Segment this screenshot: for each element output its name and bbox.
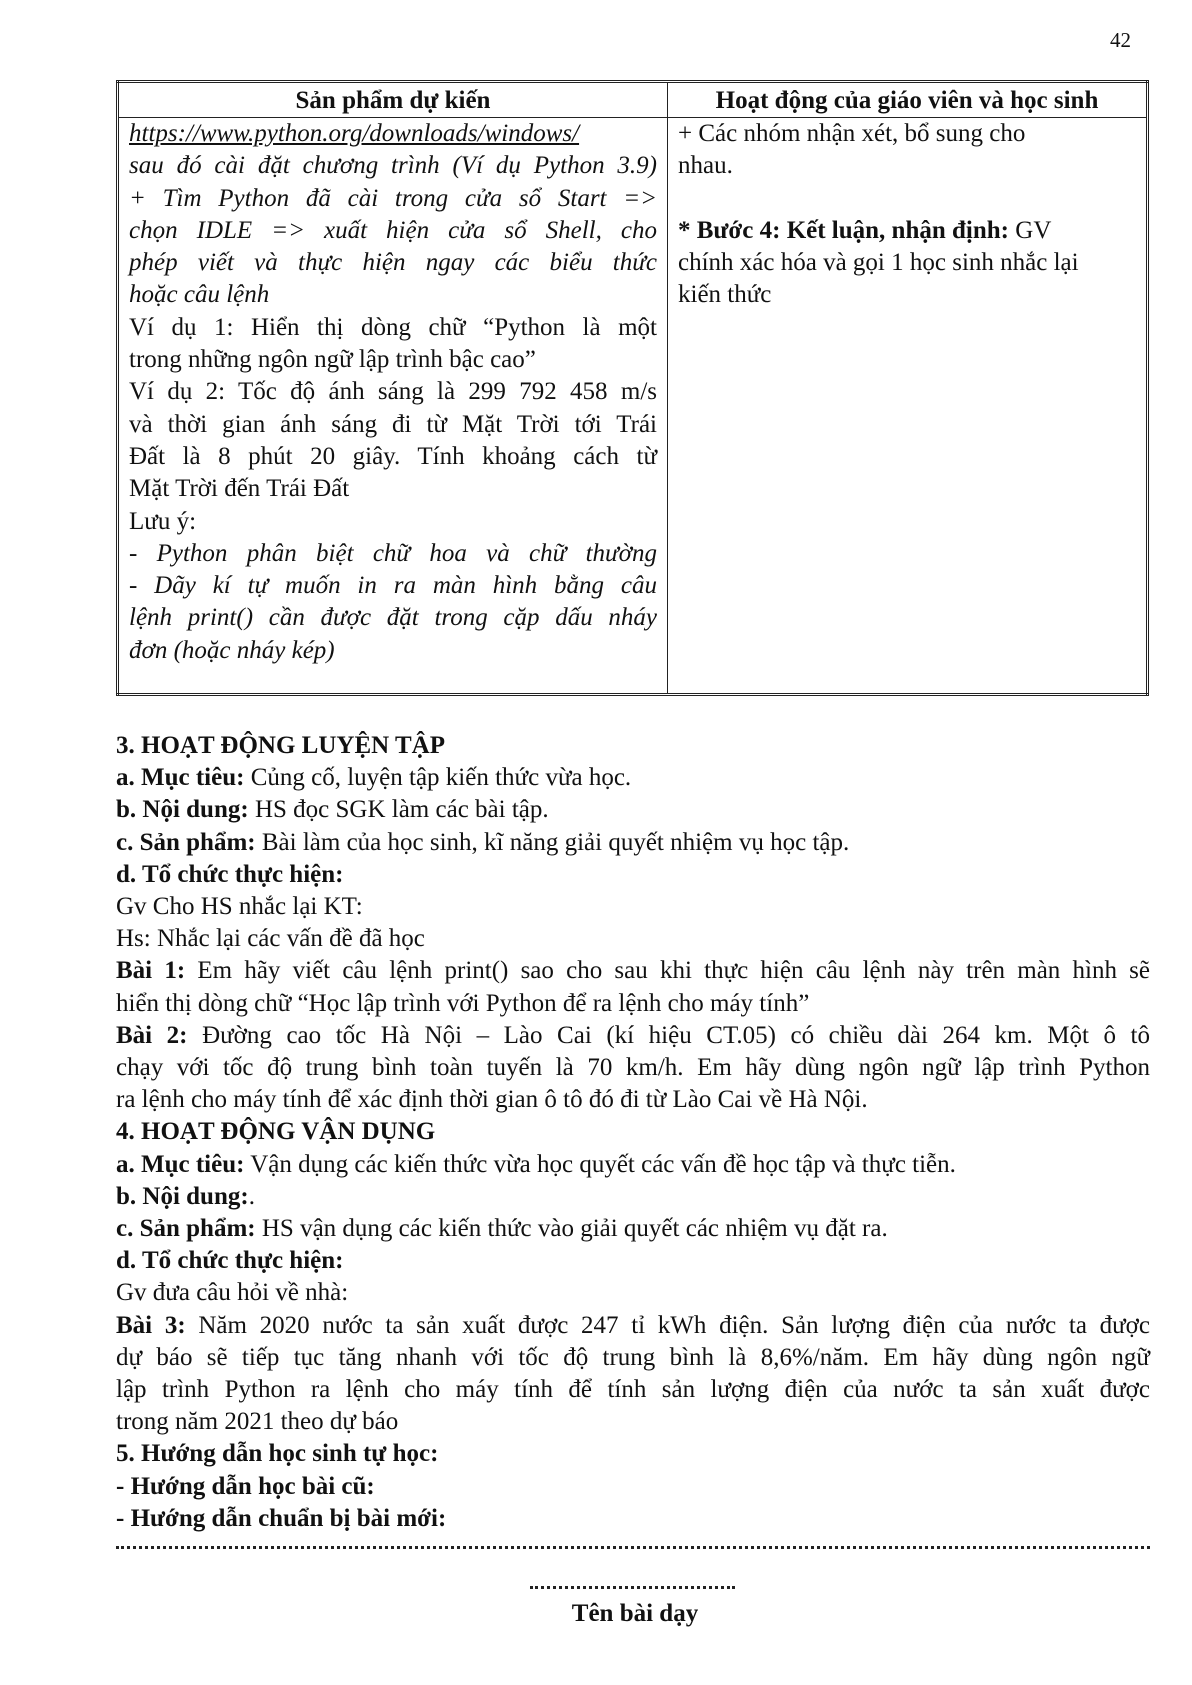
s4-objective-label: a. Mục tiêu: <box>116 1150 245 1178</box>
section3-heading: 3. HOẠT ĐỘNG LUYỆN TẬP <box>116 732 445 759</box>
s5-item-1: - Hướng dẫn học bài cũ: <box>116 1472 375 1500</box>
example2-line-2: và thời gian ánh sáng đi từ Mặt Trời tới Trái <box>129 410 657 438</box>
activity-line-1: + Các nhóm nhận xét, bổ sung cho <box>678 120 1026 147</box>
note-line-2: - Dãy kí tự muốn in ra màn hình bằng câu <box>129 572 657 600</box>
step4-line <box>678 215 1136 247</box>
python-download-link[interactable]: https://www.python.org/downloads/windows/ <box>129 120 580 147</box>
s4-product-label: c. Sản phẩm: <box>116 1215 256 1243</box>
bai2-line-3: ra lệnh cho máy tính để xác định thời gian ô tô đó đi từ Lào Cai về Hà Nội. <box>116 1086 868 1114</box>
note-line-1: - Python phân biệt chữ hoa và chữ thường <box>129 539 657 567</box>
example2-line-4: Mặt Trời đến Trái Đất <box>129 475 350 503</box>
dotted-short-separator <box>530 1582 735 1589</box>
s3-gv-line: Gv Cho HS nhắc lại KT: <box>116 893 363 921</box>
table-row <box>118 118 1148 695</box>
example2-line-3: Đất là 8 phút 20 giây. Tính khoảng cách từ <box>129 442 657 470</box>
s4-objective-text: Vận dụng các kiến thức vừa học quyết các vấn đề học tập và thực tiễn. <box>244 1150 956 1178</box>
install-line-5: hoặc câu lệnh <box>129 281 270 309</box>
lesson-body <box>116 730 1150 1535</box>
s3-hs-line: Hs: Nhắc lại các vấn đề đã học <box>116 925 425 953</box>
install-line-1: sau đó cài đặt chương trình (Ví dụ Python 3.9) <box>129 152 657 180</box>
note-line-3: lệnh print() cần được đặt trong cặp dấu nháy <box>129 604 657 632</box>
expected-product-cell <box>118 118 668 695</box>
activity-line-4: chính xác hóa và gọi 1 học sinh nhắc lại <box>678 248 1079 276</box>
bai2-text-1: Đường cao tốc Hà Nội – Lào Cai (kí hiệu CT.05) có chiều dài 264 km. Một ô tô <box>187 1021 1150 1049</box>
s3-product-text: Bài làm của học sinh, kĩ năng giải quyết nhiệm vụ học tập. <box>255 828 850 856</box>
s4-content-text: . <box>248 1182 255 1210</box>
bai3-text-1: Năm 2020 nước ta sản xuất được 247 tỉ kWh điện. Sản lượng điện của nước ta được <box>185 1311 1150 1339</box>
example2-line-1: Ví dụ 2: Tốc độ ánh sáng là 299 792 458 m/s <box>129 378 657 406</box>
section4-heading: 4. HOẠT ĐỘNG VẬN DỤNG <box>116 1118 436 1146</box>
s3-product <box>116 827 1150 859</box>
s5-item-2: - Hướng dẫn chuẩn bị bài mới: <box>116 1504 447 1532</box>
s4-organization-label: d. Tổ chức thực hiện: <box>116 1247 344 1275</box>
bai3-line-3: lập trình Python ra lệnh cho máy tính để tính sản lượng điện của nước ta sản xuất được <box>116 1376 1150 1404</box>
s3-objective-label: a. Mục tiêu: <box>116 764 245 792</box>
bai1-line-2: hiển thị dòng chữ “Học lập trình với Python để ra lệnh cho máy tính” <box>116 989 810 1017</box>
activity-line-2: nhau. <box>678 152 733 180</box>
header-activities: Hoạt động của giáo viên và học sinh <box>668 82 1148 118</box>
activity-line-5: kiến thức <box>678 281 772 309</box>
s3-objective <box>116 762 1150 794</box>
bai3-label: Bài 3: <box>116 1311 186 1339</box>
bai2-label: Bài 2: <box>116 1021 188 1049</box>
activities-cell <box>668 118 1148 695</box>
table-header-row <box>118 82 1148 118</box>
step4-label: * Bước 4: Kết luận, nhận định: <box>678 216 1010 244</box>
s4-product-text: HS vận dụng các kiến thức vào giải quyết các nhiệm vụ đặt ra. <box>255 1215 888 1243</box>
dotted-separator <box>116 1542 1150 1549</box>
section5-heading: 5. Hướng dẫn học sinh tự học: <box>116 1440 439 1468</box>
example1-line-2: trong những ngôn ngữ lập trình bậc cao” <box>129 346 536 374</box>
s3-content-label: b. Nội dung: <box>116 796 249 824</box>
s4-content <box>116 1181 1150 1213</box>
bai1-text-1: Em hãy viết câu lệnh print() sao cho sau khi thực hiện câu lệnh này trên màn hình sẽ <box>185 957 1150 985</box>
s3-content-text: HS đọc SGK làm các bài tập. <box>248 796 549 824</box>
s4-objective <box>116 1149 1150 1181</box>
bai1-line-1 <box>116 955 1150 987</box>
step4-text: GV <box>1009 216 1052 244</box>
bai3-line-4: trong năm 2021 theo dự báo <box>116 1408 399 1436</box>
install-line-3: chọn IDLE => xuất hiện cửa sổ Shell, cho <box>129 216 657 244</box>
next-lesson-title: Tên bài dạy <box>571 1600 699 1627</box>
s4-product <box>116 1213 1150 1245</box>
s4-content-label: b. Nội dung: <box>116 1182 249 1210</box>
bai3-line-2: dự báo sẽ tiếp tục tăng nhanh với tốc độ trung bình là 8,6%/năm. Em hãy dùng ngôn ngữ <box>116 1343 1150 1371</box>
bai3-line-1 <box>116 1310 1150 1342</box>
note-line-4: đơn (hoặc nháy kép) <box>129 636 335 664</box>
header-expected-product: Sản phẩm dự kiến <box>118 82 668 118</box>
page-number: 42 <box>1110 28 1131 52</box>
s3-organization-label: d. Tổ chức thực hiện: <box>116 860 344 888</box>
install-line-2: + Tìm Python đã cài trong cửa sổ Start => <box>129 184 657 212</box>
bai2-line-2: chạy với tốc độ trung bình toàn tuyến là 70 km/h. Em hãy dùng ngôn ngữ lập trình Python <box>116 1054 1150 1082</box>
s3-objective-text: Củng cố, luyện tập kiến thức vừa học. <box>244 764 632 792</box>
install-line-4: phép viết và thực hiện ngay các biểu thức <box>129 249 657 277</box>
bai2-line-1 <box>116 1020 1150 1052</box>
lesson-table <box>116 80 1149 696</box>
bai1-label: Bài 1: <box>116 957 186 985</box>
s3-content <box>116 794 1150 826</box>
s4-gv-line: Gv đưa câu hỏi về nhà: <box>116 1279 349 1307</box>
spacer <box>678 183 1136 215</box>
example1-line-1: Ví dụ 1: Hiển thị dòng chữ “Python là một <box>129 313 657 341</box>
s3-product-label: c. Sản phẩm: <box>116 828 256 856</box>
note-label: Lưu ý: <box>129 507 197 535</box>
